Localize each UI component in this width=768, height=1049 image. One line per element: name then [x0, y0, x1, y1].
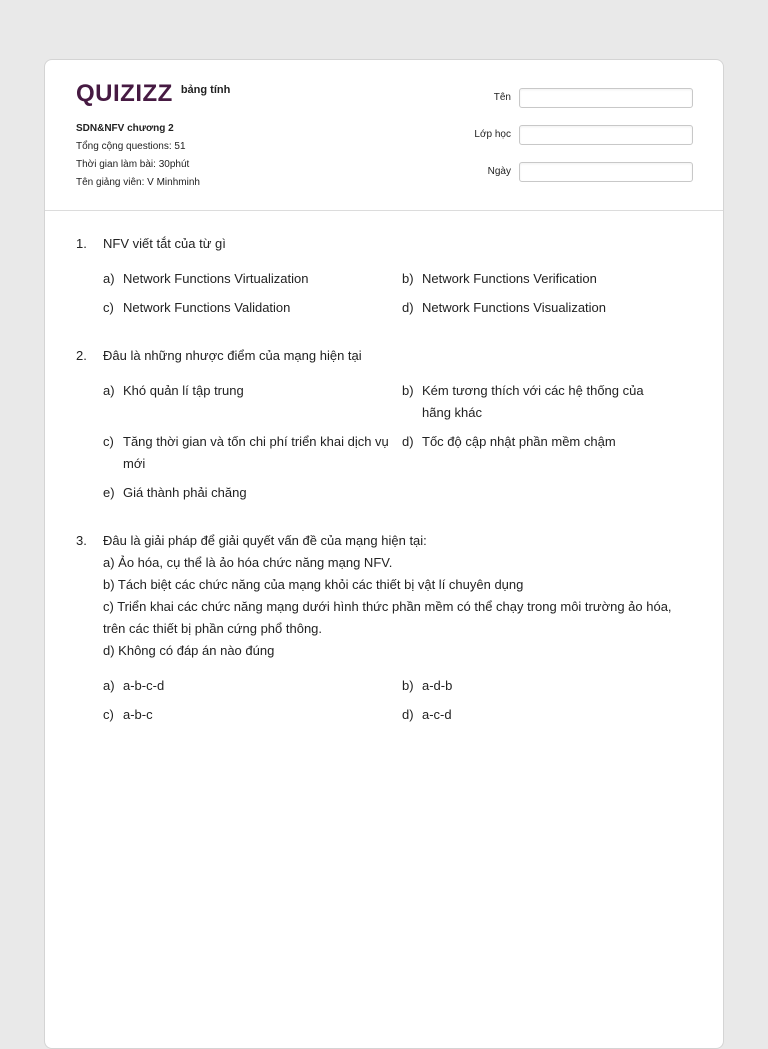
question-number: 2.: [76, 348, 87, 363]
questions-list: [45, 211, 723, 726]
answer-options: [76, 675, 683, 726]
option-letter: d): [402, 707, 414, 722]
time-limit: Thời gian làm bài: 30phút: [76, 159, 190, 170]
total-questions: Tổng cộng questions: 51: [76, 141, 186, 152]
question-text: Đâu là những nhược điểm của mạng hiện tại: [103, 348, 362, 363]
question-1: [76, 233, 683, 319]
logo-subtitle: bảng tính: [180, 84, 231, 96]
option-letter: c): [103, 707, 114, 722]
class-field-row: [453, 123, 693, 146]
option-text: Giá thành phải chăng: [123, 485, 247, 500]
logo-row: [76, 80, 230, 108]
question-number: 1.: [76, 236, 87, 251]
answer-option: [103, 675, 402, 697]
question-statement: b) Tách biệt các chức năng của mạng khỏi các thiết bị vật lí chuyên dụng: [103, 577, 524, 592]
date-label: Ngày: [487, 166, 511, 177]
option-text: a-d-b: [422, 678, 453, 693]
worksheet-header: [45, 60, 723, 211]
option-letter: b): [402, 383, 414, 398]
question-statement: a) Ảo hóa, cụ thể là ảo hóa chức năng mạng NFV.: [103, 555, 393, 570]
answer-option: [402, 431, 682, 475]
date-field-row: [453, 160, 693, 183]
answer-options: [76, 268, 683, 319]
answer-option: [103, 482, 402, 504]
answer-options: [76, 380, 683, 504]
option-text: a-b-c: [123, 707, 153, 722]
option-text: Tăng thời gian và tốn chi phí triển khai dịch vụ mới: [123, 434, 389, 471]
date-field[interactable]: [519, 162, 693, 182]
answer-option: [103, 297, 402, 319]
student-fields: [453, 86, 693, 197]
answer-option: [402, 297, 682, 319]
answer-option: [103, 380, 402, 424]
question-text: Đâu là giải pháp để giải quyết vấn đề của mạng hiện tại:: [103, 533, 427, 548]
option-letter: a): [103, 678, 115, 693]
question-statement: c) Triển khai các chức năng mạng dưới hình thức phần mềm có thể chạy trong môi trường ảo hóa, trên các thiết bị phần cứng phổ thông.: [103, 599, 672, 636]
answer-option: [103, 431, 402, 475]
option-letter: b): [402, 678, 414, 693]
question-number: 3.: [76, 533, 87, 548]
answer-option: [402, 380, 682, 424]
option-text: Khó quản lí tập trung: [123, 383, 244, 398]
answer-option: [402, 675, 682, 697]
worksheet-info: [76, 120, 200, 192]
option-letter: a): [103, 383, 115, 398]
option-text: Network Functions Validation: [123, 300, 291, 315]
option-text: a-c-d: [422, 707, 452, 722]
question-2: [76, 345, 683, 504]
class-field[interactable]: [519, 125, 693, 145]
option-text: Network Functions Virtualization: [123, 271, 309, 286]
worksheet-title: SDN&NFV chương 2: [76, 123, 174, 134]
option-letter: c): [103, 300, 114, 315]
answer-option: [402, 268, 682, 290]
answer-option: [103, 704, 402, 726]
answer-option: [103, 268, 402, 290]
class-label: Lớp học: [474, 129, 511, 140]
option-text: Network Functions Visualization: [422, 300, 607, 315]
teacher-name: Tên giảng viên: V Minhminh: [76, 177, 200, 188]
name-field-row: [453, 86, 693, 109]
option-text: Tốc độ cập nhật phần mềm chậm: [422, 434, 616, 449]
answer-option: [402, 704, 682, 726]
name-label: Tên: [493, 92, 511, 103]
option-letter: d): [402, 434, 414, 449]
option-letter: a): [103, 271, 115, 286]
question-text: NFV viết tắt của từ gì: [103, 236, 226, 251]
option-letter: e): [103, 485, 115, 500]
question-statement: d) Không có đáp án nào đúng: [103, 643, 275, 658]
option-letter: d): [402, 300, 414, 315]
option-letter: b): [402, 271, 414, 286]
name-field[interactable]: [519, 88, 693, 108]
option-text: Network Functions Verification: [422, 271, 597, 286]
worksheet-page: [44, 59, 724, 1049]
quizizz-logo: QUIZIZZ: [76, 80, 173, 107]
option-text: a-b-c-d: [123, 678, 165, 693]
question-3: [76, 530, 683, 726]
option-letter: c): [103, 434, 114, 449]
option-text: Kém tương thích với các hệ thống của hãng khác: [422, 383, 644, 420]
